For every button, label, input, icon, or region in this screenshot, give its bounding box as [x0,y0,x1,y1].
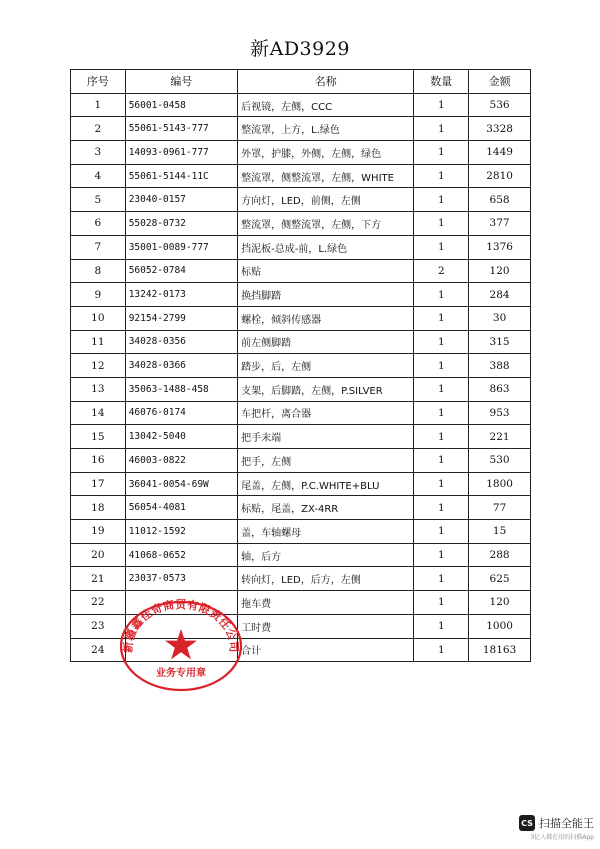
cell-no: 1 [71,93,126,117]
cell-qty: 1 [414,164,469,188]
table-row [71,472,531,496]
cell-code: 23037-0573 [125,567,237,591]
table-row [71,591,531,615]
table-row [71,354,531,378]
seal-purpose-text: 业务专用章 [156,668,206,679]
scanner-watermark [519,815,594,841]
table-row [71,283,531,307]
cell-amount: 953 [469,401,531,425]
cell-code [125,614,237,638]
cell-amount: 1800 [469,472,531,496]
cell-qty: 1 [414,188,469,212]
table-row [71,235,531,259]
header-no: 序号 [71,70,126,94]
cell-code: 14093-0961-777 [125,141,237,165]
table-row [71,377,531,401]
cell-name: 拖车费 [238,591,414,615]
watermark-tagline: 3亿人都在用的扫描App [530,834,594,841]
cell-name: 转向灯，LED，后方，左侧 [238,567,414,591]
cell-no: 2 [71,117,126,141]
cell-code: 56052-0784 [125,259,237,283]
table-row [71,330,531,354]
cell-no: 6 [71,212,126,236]
cell-code: 55061-5144-11C [125,164,237,188]
cell-amount: 658 [469,188,531,212]
table-row [71,425,531,449]
table-row [71,520,531,544]
cell-name: 工时费 [238,614,414,638]
table-header-row [71,70,531,94]
cell-name: 整流罩，侧整流罩，左侧，下方 [238,212,414,236]
cell-qty: 1 [414,614,469,638]
cell-amount: 120 [469,591,531,615]
table-body [71,93,531,662]
seal-company-text: 新疆鑫佳奇商贸有限责任公司 [121,598,241,653]
cell-no: 8 [71,259,126,283]
cell-code [125,591,237,615]
cell-name: 整流罩，侧整流罩，左侧，WHITE [238,164,414,188]
cell-name: 踏步，后，左侧 [238,354,414,378]
cell-code: 41068-0652 [125,543,237,567]
cell-amount: 15 [469,520,531,544]
cell-name: 外罩，护膝，外侧，左侧，绿色 [238,141,414,165]
cell-qty: 1 [414,472,469,496]
cell-name: 螺栓，倾斜传感器 [238,306,414,330]
cell-no: 23 [71,614,126,638]
cell-amount: 1376 [469,235,531,259]
cell-amount: 625 [469,567,531,591]
cell-name: 整流罩，上方，L.绿色 [238,117,414,141]
page-title: 新AD3929 [250,38,350,60]
table-row [71,164,531,188]
cell-amount: 221 [469,425,531,449]
cell-amount: 536 [469,93,531,117]
table-row [71,567,531,591]
cell-no: 18 [71,496,126,520]
cell-qty: 1 [414,235,469,259]
table-row [71,449,531,473]
cell-amount: 284 [469,283,531,307]
cell-amount: 288 [469,543,531,567]
cell-no: 15 [71,425,126,449]
cell-code: 55028-0732 [125,212,237,236]
cell-no: 12 [71,354,126,378]
cell-code: 23040-0157 [125,188,237,212]
cell-no: 22 [71,591,126,615]
table-row [71,496,531,520]
cell-no: 17 [71,472,126,496]
cell-amount: 863 [469,377,531,401]
cell-name: 方向灯，LED，前侧，左侧 [238,188,414,212]
cell-qty: 1 [414,212,469,236]
cell-no: 20 [71,543,126,567]
cell-name: 换挡脚踏 [238,283,414,307]
cell-code: 34028-0356 [125,330,237,354]
cell-qty: 1 [414,591,469,615]
table-row [71,212,531,236]
cell-qty: 1 [414,543,469,567]
cell-amount: 2810 [469,164,531,188]
header-code: 编号 [125,70,237,94]
table-row [71,141,531,165]
cell-no: 10 [71,306,126,330]
table-row [71,401,531,425]
cell-code: 36041-0054-69W [125,472,237,496]
cell-amount: 77 [469,496,531,520]
cell-name: 轴，后方 [238,543,414,567]
cell-qty: 1 [414,117,469,141]
cell-no: 7 [71,235,126,259]
table-row [71,93,531,117]
cell-no: 16 [71,449,126,473]
cell-no: 3 [71,141,126,165]
cell-name: 盖，车轴螺母 [238,520,414,544]
cell-code: 13042-5040 [125,425,237,449]
cell-qty: 1 [414,496,469,520]
cell-amount: 1000 [469,614,531,638]
cell-amount: 3328 [469,117,531,141]
table-row [71,306,531,330]
cell-name: 标贴，尾盖，ZX-4RR [238,496,414,520]
parts-table [70,69,531,662]
header-name: 名称 [238,70,414,94]
table-row [71,638,531,662]
cell-amount: 315 [469,330,531,354]
cell-qty: 1 [414,306,469,330]
cell-amount: 30 [469,306,531,330]
cell-code: 13242-0173 [125,283,237,307]
camscanner-logo-icon: CS [519,815,535,831]
cell-no: 13 [71,377,126,401]
cell-qty: 1 [414,354,469,378]
cell-no: 5 [71,188,126,212]
cell-qty: 1 [414,283,469,307]
cell-qty: 1 [414,520,469,544]
cell-name: 标贴 [238,259,414,283]
cell-amount: 377 [469,212,531,236]
cell-amount: 18163 [469,638,531,662]
cell-name: 后视镜，左侧，CCC [238,93,414,117]
cell-name: 前左侧脚踏 [238,330,414,354]
cell-code: 46076-0174 [125,401,237,425]
cell-name: 把手，左侧 [238,449,414,473]
cell-code: 56001-0458 [125,93,237,117]
cell-code: 34028-0366 [125,354,237,378]
cell-code: 35001-0089-777 [125,235,237,259]
header-amount: 金额 [469,70,531,94]
cell-no: 24 [71,638,126,662]
cell-code [125,638,237,662]
cell-code: 92154-2799 [125,306,237,330]
cell-no: 4 [71,164,126,188]
cell-qty: 1 [414,330,469,354]
cell-amount: 1449 [469,141,531,165]
cell-qty: 1 [414,425,469,449]
table-row [71,188,531,212]
header-qty: 数量 [414,70,469,94]
cell-name: 合计 [238,638,414,662]
cell-qty: 1 [414,638,469,662]
cell-amount: 388 [469,354,531,378]
cell-qty: 1 [414,93,469,117]
cell-code: 55061-5143-777 [125,117,237,141]
cell-no: 14 [71,401,126,425]
table-row [71,117,531,141]
cell-qty: 2 [414,259,469,283]
cell-name: 支架，后脚踏，左侧，P.SILVER [238,377,414,401]
cell-qty: 1 [414,377,469,401]
watermark-app-name: 扫描全能王 [539,817,594,830]
cell-name: 把手末端 [238,425,414,449]
cell-qty: 1 [414,401,469,425]
cell-name: 尾盖，左侧，P.C.WHITE+BLU [238,472,414,496]
cell-code: 35063-1488-458 [125,377,237,401]
cell-name: 车把杆，离合器 [238,401,414,425]
cell-code: 46003-0822 [125,449,237,473]
table-row [71,259,531,283]
cell-qty: 1 [414,141,469,165]
cell-no: 9 [71,283,126,307]
cell-no: 11 [71,330,126,354]
cell-code: 11012-1592 [125,520,237,544]
cell-no: 21 [71,567,126,591]
cell-amount: 530 [469,449,531,473]
cell-no: 19 [71,520,126,544]
cell-amount: 120 [469,259,531,283]
cell-qty: 1 [414,449,469,473]
table-row [71,614,531,638]
cell-name: 挡泥板-总成-前，L.绿色 [238,235,414,259]
table-row [71,543,531,567]
cell-qty: 1 [414,567,469,591]
cell-code: 56054-4081 [125,496,237,520]
